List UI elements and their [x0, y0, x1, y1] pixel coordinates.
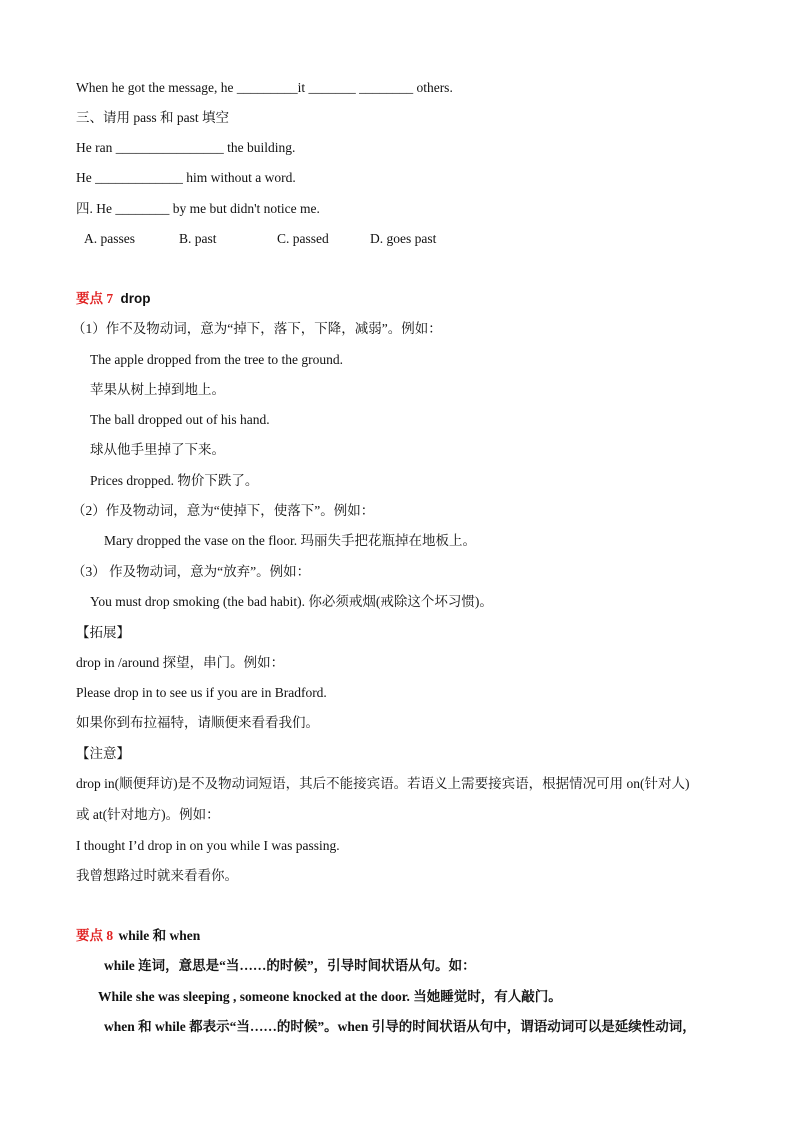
example-3: Prices dropped. 物价下跌了。	[90, 473, 259, 488]
exercise-question-1: He ran ________________ the building.	[76, 140, 296, 155]
extension-title: 【拓展】	[76, 625, 130, 640]
note-example-zh: 我曾想路过时就来看看你。	[76, 868, 238, 883]
example-1-zh: 苹果从树上掉到地上。	[90, 382, 225, 397]
section-3-title: 三、请用 pass 和 past 填空	[76, 110, 229, 125]
extension-example-en: Please drop in to see us if you are in Bradford.	[76, 685, 327, 700]
point-7-heading	[76, 290, 151, 308]
extension-phrase: drop in /around 探望，串门。例如：	[76, 655, 285, 670]
example-2-zh: 球从他手里掉了下来。	[90, 442, 225, 457]
example-4: Mary dropped the vase on the floor. 玛丽失手把花瓶掉在地板上。	[104, 533, 476, 548]
example-5: You must drop smoking (the bad habit). 你必须戒烟(戒除这个坏习惯)。	[90, 594, 493, 609]
option-c: C. passed	[277, 231, 329, 246]
example-2-en: The ball dropped out of his hand.	[90, 412, 270, 427]
sense-2: （2）作及物动词，意为“使掉下，使落下”。例如：	[72, 503, 375, 518]
note-line-2: 或 at(针对地方)。例如：	[76, 807, 220, 822]
point-7-label: 要点 7	[76, 291, 114, 306]
example-1-en: The apple dropped from the tree to the ground.	[90, 352, 344, 367]
note-title: 【注意】	[76, 746, 130, 761]
point-8-label: 要点 8	[76, 928, 114, 943]
point-7-word: drop	[120, 291, 151, 306]
point-8-line-1: while 连词，意思是“当……的时候”，引导时间状语从句。如：	[104, 958, 476, 973]
exercise-question-2: He _____________ him without a word.	[76, 170, 296, 185]
option-b: B. past	[179, 231, 217, 246]
exercise-line: When he got the message, he _________it _______ ________ others.	[76, 80, 453, 95]
note-line-1: drop in(顺便拜访)是不及物动词短语，其后不能接宾语。若语义上需要接宾语，根据情况可用 on(针对人)	[76, 776, 690, 791]
point-8-word: while 和 when	[118, 928, 201, 943]
option-a: A. passes	[84, 231, 135, 246]
sense-1: （1）作不及物动词，意为“掉下，落下，下降，减弱”。例如：	[72, 321, 442, 336]
section-4-question: 四. He ________ by me but didn't notice me.	[76, 201, 320, 216]
option-d: D. goes past	[370, 231, 437, 246]
point-8-line-2: While she was sleeping , someone knocked at the door. 当她睡觉时，有人敲门。	[98, 989, 562, 1004]
note-example-en: I thought I’d drop in on you while I was passing.	[76, 838, 340, 853]
point-8-heading	[76, 927, 200, 945]
sense-3: （3） 作及物动词，意为“放弃”。例如：	[72, 564, 311, 579]
extension-example-zh: 如果你到布拉福特，请顺便来看看我们。	[76, 715, 319, 730]
point-8-line-3: when 和 while 都表示“当……的时候”。when 引导的时间状语从句中，谓语动词可以是延续性动词，	[104, 1019, 696, 1034]
